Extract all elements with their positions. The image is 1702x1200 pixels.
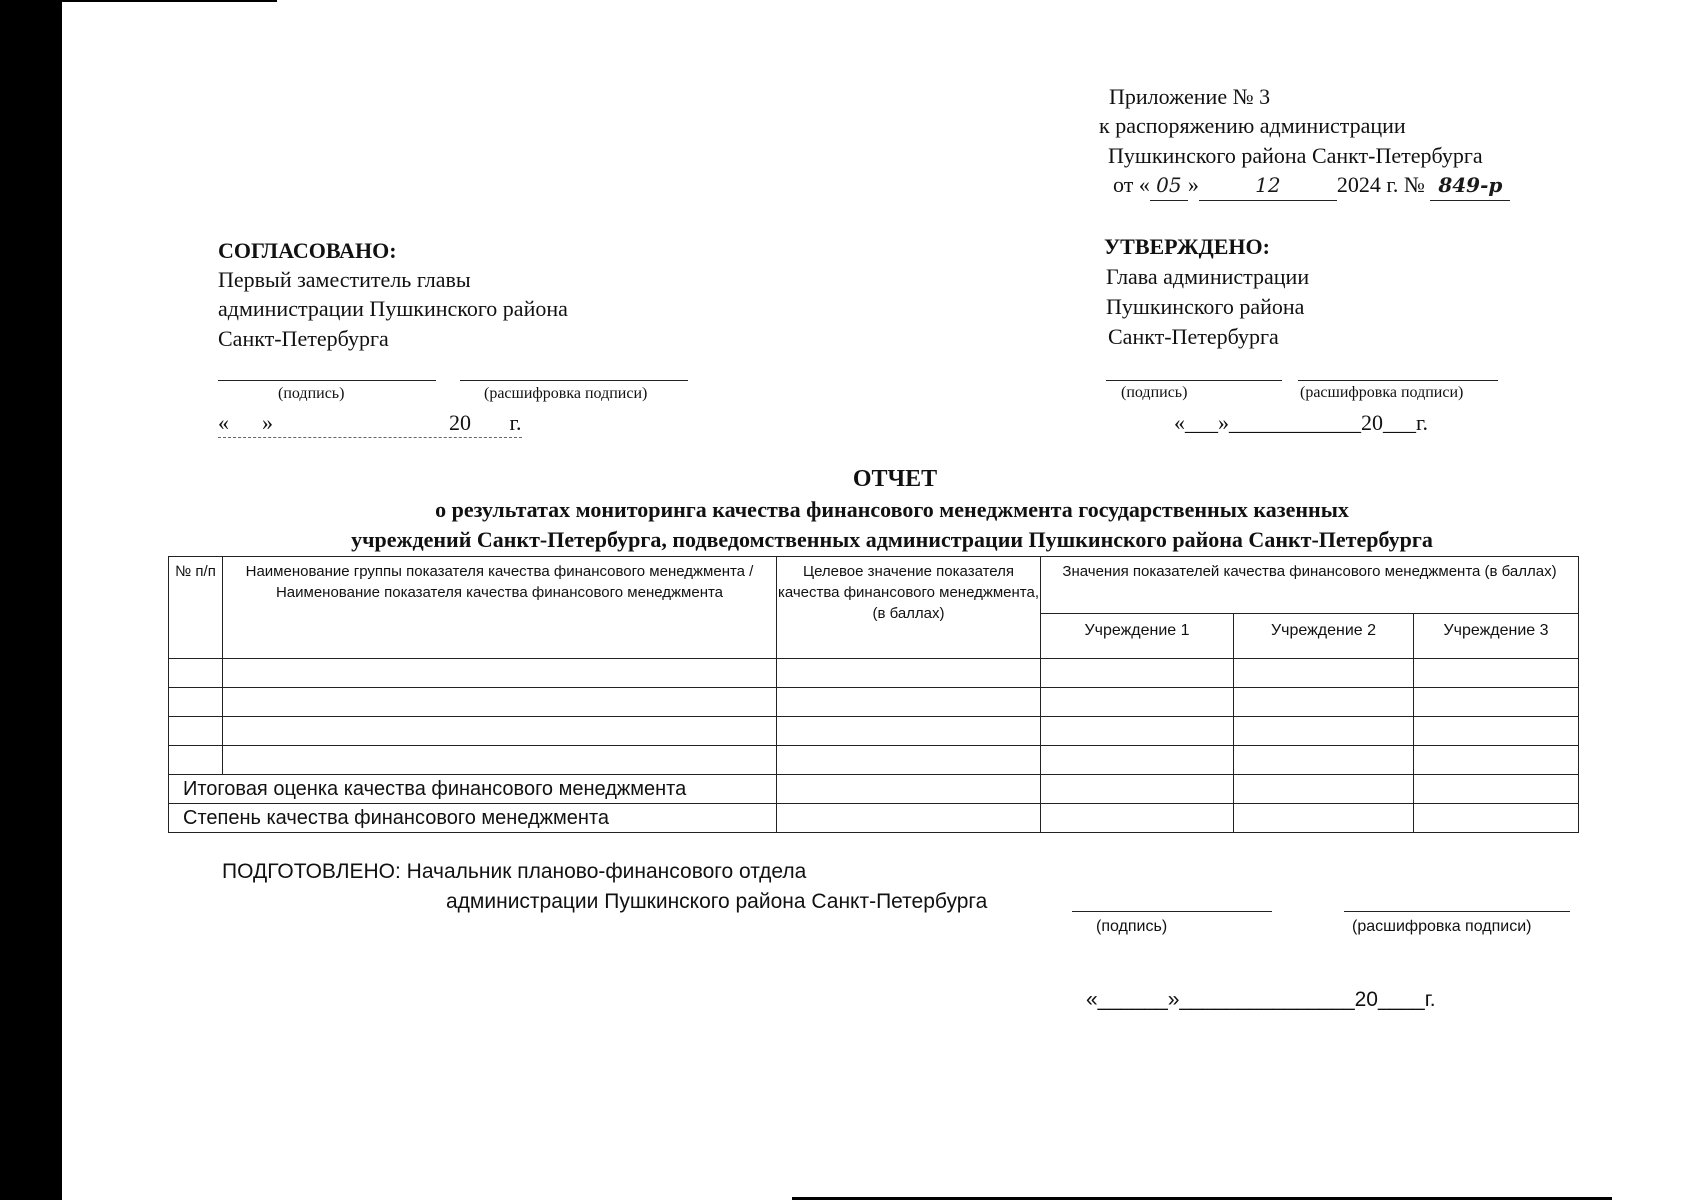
table-row-degree: [169, 804, 1579, 833]
table-cell: [169, 717, 223, 746]
scan-edge-line: [62, 0, 277, 2]
date-year: 2024 г. №: [1336, 172, 1425, 197]
table-cell: [1414, 717, 1579, 746]
date-prefix: от «: [1113, 172, 1150, 197]
prepared-line1: [222, 858, 806, 886]
report-subtitle-line2: учреждений Санкт-Петербурга, подведомственных администрации Пушкинского района Санкт-Петербурга: [351, 527, 1433, 552]
table-cell: [1234, 746, 1414, 775]
table-cell: [1041, 804, 1234, 833]
table-cell: [1041, 746, 1234, 775]
table-cell: [1234, 659, 1414, 688]
table-cell: [1041, 688, 1234, 717]
table-row: [169, 659, 1579, 688]
table-cell: [1414, 746, 1579, 775]
appendix-line1: Приложение № 3: [1109, 84, 1271, 109]
scan-edge-border: [0, 0, 62, 1200]
table-cell: [1234, 717, 1414, 746]
table-cell: [777, 717, 1041, 746]
table-cell: [169, 746, 223, 775]
agreed-signature-line: [218, 380, 436, 381]
header-target-value: Целевое значение показателя качества финансового менеджмента, (в баллах): [777, 557, 1041, 659]
approved-decode-line: [1298, 380, 1498, 381]
total-score-label: Итоговая оценка качества финансового менеджмента: [169, 775, 777, 804]
table-cell: [1041, 717, 1234, 746]
appendix-line2: к распоряжению администрации: [1099, 113, 1406, 138]
table-cell: [223, 659, 777, 688]
date-day-handwritten: 05: [1150, 171, 1188, 201]
agreed-decode-label: (расшифровка подписи): [484, 385, 648, 402]
prepared-decode-label: (расшифровка подписи): [1352, 918, 1532, 935]
table-cell: [777, 746, 1041, 775]
appendix-date-line: [1113, 170, 1510, 201]
table-cell: [1414, 804, 1579, 833]
appendix-line3: Пушкинского района Санкт-Петербурга: [1108, 143, 1483, 168]
agreed-date-line: « » 20 г.: [218, 408, 522, 438]
date-month-handwritten: 12: [1199, 171, 1337, 201]
table-cell: [777, 659, 1041, 688]
table-cell: [1234, 775, 1414, 804]
table-cell: [1414, 659, 1579, 688]
degree-label: Степень качества финансового менеджмента: [169, 804, 777, 833]
agreed-decode-line: [460, 380, 688, 381]
agreed-line1: Первый заместитель главы: [218, 267, 471, 292]
table-cell: [1234, 804, 1414, 833]
approved-line2: Пушкинского района: [1106, 294, 1305, 319]
report-subtitle-line1: о результатах мониторинга качества финансового менеджмента государственных казенных: [435, 497, 1349, 522]
prepared-date-line: «______»_______________20____г.: [1086, 988, 1436, 1011]
table-cell: [169, 659, 223, 688]
table-cell: [777, 804, 1041, 833]
monitoring-table: [168, 556, 1579, 833]
date-mid: »: [1187, 172, 1199, 197]
approved-date-line: «___»____________20___г.: [1174, 410, 1429, 435]
table-cell: [1041, 659, 1234, 688]
table-row: [169, 717, 1579, 746]
table-cell: [223, 717, 777, 746]
table-cell: [1041, 775, 1234, 804]
header-number: № п/п: [169, 557, 223, 659]
agreed-line2: администрации Пушкинского района: [218, 296, 568, 321]
table-cell: [777, 688, 1041, 717]
approved-signature-line: [1106, 380, 1282, 381]
table-row: [169, 688, 1579, 717]
table-cell: [223, 746, 777, 775]
header-institution-3: Учреждение 3: [1414, 614, 1579, 659]
prepared-signature-line: [1072, 911, 1272, 912]
prepared-position: Начальник планово-финансового отдела: [406, 860, 807, 883]
table-cell: [1234, 688, 1414, 717]
approved-sign-label: (подпись): [1121, 384, 1188, 401]
table-row: [169, 746, 1579, 775]
agreed-line3: Санкт-Петербурга: [218, 326, 389, 351]
prepared-label: ПОДГОТОВЛЕНО:: [222, 860, 401, 883]
approved-title: УТВЕРЖДЕНО:: [1104, 234, 1270, 259]
agreed-title: СОГЛАСОВАНО:: [218, 238, 397, 263]
header-institution-2: Учреждение 2: [1234, 614, 1414, 659]
table-cell: [777, 775, 1041, 804]
agreed-sign-label: (подпись): [278, 385, 345, 402]
document-number-handwritten: 849-р: [1430, 171, 1510, 201]
approved-line1: Глава администрации: [1106, 264, 1310, 289]
prepared-sign-label: (подпись): [1096, 918, 1168, 935]
table-cell: [223, 688, 777, 717]
approved-decode-label: (расшифровка подписи): [1300, 384, 1464, 401]
table-cell: [1414, 688, 1579, 717]
header-institution-1: Учреждение 1: [1041, 614, 1234, 659]
header-indicator-values: Значения показателей качества финансового менеджмента (в баллах): [1041, 557, 1579, 614]
table-cell: [1414, 775, 1579, 804]
table-row-total: [169, 775, 1579, 804]
prepared-decode-line: [1344, 911, 1570, 912]
approved-line3: Санкт-Петербурга: [1108, 324, 1279, 349]
table-cell: [169, 688, 223, 717]
report-title: ОТЧЕТ: [852, 466, 938, 492]
header-indicator-name: Наименование группы показателя качества финансового менеджмента / Наименование показателя качества финансового менеджмента: [223, 557, 777, 659]
prepared-line2: администрации Пушкинского района Санкт-Петербурга: [446, 890, 988, 913]
